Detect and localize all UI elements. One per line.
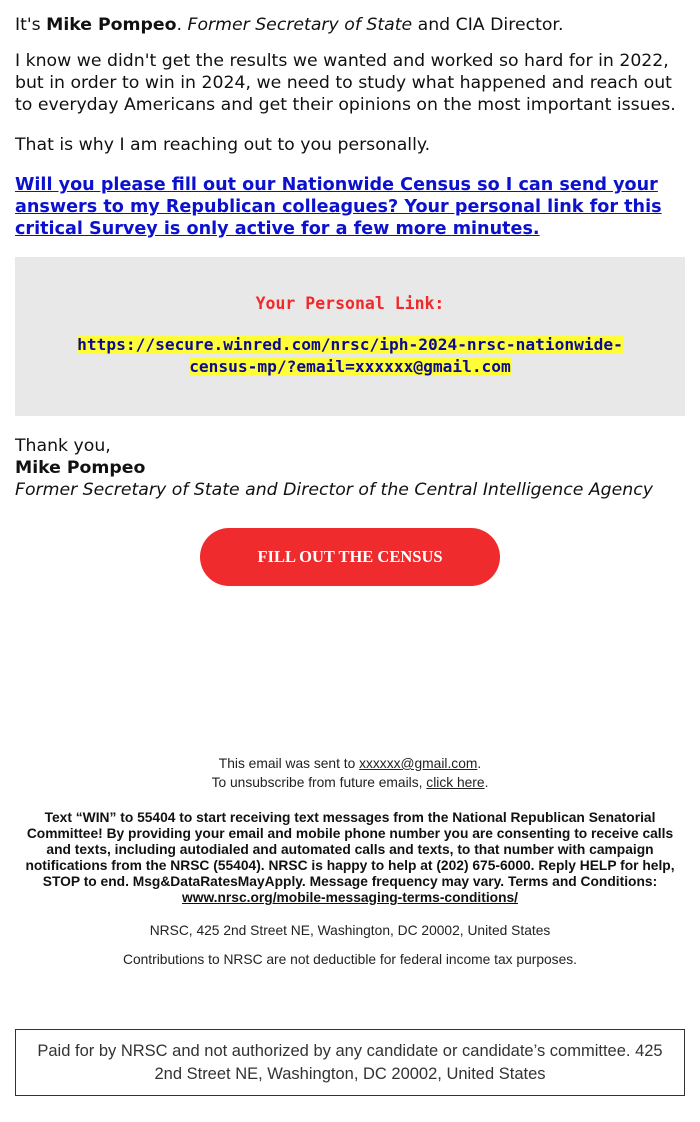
personal-link-url[interactable] (15, 334, 685, 378)
footer-text-program (21, 810, 679, 906)
intro-paragraph (15, 14, 685, 36)
unsubscribe-link[interactable]: click here (426, 775, 485, 790)
paid-for-disclaimer: Paid for by NRSC and not authorized by any candidate or candidate’s committee. 425 2nd Street NE, Washington, DC 20002, United States (15, 1029, 685, 1096)
paragraph-personal: That is why I am reaching out to you personally. (15, 135, 431, 155)
personal-link-url-line1[interactable]: https://secure.winred.com/nrsc/iph-2024-nrsc-nationwide- (77, 335, 623, 354)
footer-sent-prefix: This email was sent to (218, 756, 360, 771)
census-cta-link[interactable]: Will you please fill out our Nationwide Census so I can send your answers to my Republican colleagues? Your personal link for this critical Survey is only active for a few more minutes. (15, 175, 662, 239)
terms-conditions-link[interactable]: www.nrsc.org/mobile-messaging-terms-conditions/ (181, 890, 519, 905)
footer-address: NRSC, 425 2nd Street NE, Washington, DC 20002, United States (149, 923, 551, 938)
signoff-title: Former Secretary of State and Director of the Central Intelligence Agency (15, 480, 653, 500)
signature-block (15, 435, 685, 501)
intro-name: Mike Pompeo (46, 15, 177, 35)
footer-sent-info (15, 754, 685, 792)
footer (15, 754, 685, 969)
intro-role: Former Secretary of State (187, 15, 413, 35)
intro-prefix: It's (15, 15, 47, 35)
email-body (0, 14, 700, 969)
personal-link-box (15, 257, 685, 416)
footer-unsubscribe-prefix: To unsubscribe from future emails, (211, 775, 427, 790)
button-row (15, 528, 685, 586)
personal-link-url-line2[interactable]: census-mp/?email=xxxxxx@gmail.com (189, 357, 511, 376)
personal-link-label: Your Personal Link: (255, 294, 445, 313)
fill-out-census-button[interactable]: FILL OUT THE CENSUS (200, 528, 500, 586)
footer-sent-email-link[interactable]: xxxxxx@gmail.com (359, 756, 478, 771)
signoff-closing: Thank you, (15, 436, 111, 456)
footer-contributions-notice: Contributions to NRSC are not deductible for federal income tax purposes. (122, 952, 577, 967)
signoff-name: Mike Pompeo (15, 458, 146, 478)
intro-dot: . (176, 15, 188, 35)
footer-sent-suffix: . (477, 756, 482, 771)
paragraph-results: I know we didn't get the results we wanted and worked so hard for in 2022, but in order to win in 2024, we need to study what happened and reach out to everyday Americans and get their opinions on the most important issues. (15, 51, 676, 115)
footer-unsubscribe-suffix: . (484, 775, 489, 790)
footer-text-program-body: Text “WIN” to 55404 to start receiving text messages from the National Republican Senatorial Committee! By providing your email and mobile phone number you are consenting to receive calls and texts, including autodialed and automated calls and texts, to that number with campaign notifications from the NRSC (55404). NRSC is happy to help at (202) 675-6000. Reply HELP for help, STOP to end. Msg&DataRatesMayApply. Message frequency may vary. Terms and Conditions: (25, 810, 675, 889)
intro-suffix: and CIA Director. (412, 15, 564, 35)
